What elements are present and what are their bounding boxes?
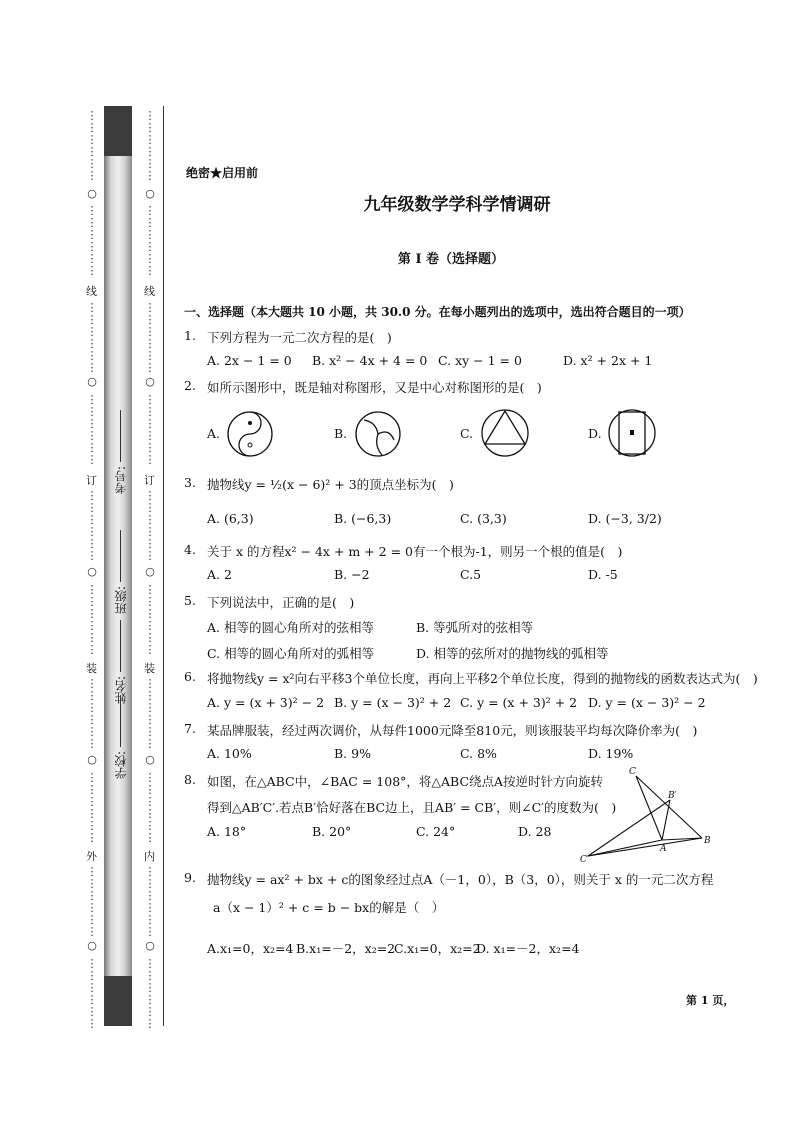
q3-option-d[interactable]: D. (−3, 3/2) bbox=[588, 511, 662, 526]
q8-option-b[interactable]: B. 20° bbox=[312, 824, 352, 839]
page-number: 第 1 页， bbox=[686, 994, 735, 1007]
field-school[interactable]: 学校: bbox=[112, 695, 129, 779]
q8-stem: 如图，在△ABC中，∠BAC = 108°，将△ABC绕点A按逆时针方向旋转 bbox=[207, 774, 604, 789]
q8-option-d[interactable]: D. 28 bbox=[518, 824, 552, 839]
q4-option-c[interactable]: C.5 bbox=[460, 567, 482, 582]
inner-circle-2: ○ bbox=[145, 375, 155, 388]
inner-dots-10: ⋮ ⋮ ⋮ ⋮ ⋮ ⋮ bbox=[144, 957, 156, 1030]
q4-number: 4. bbox=[184, 542, 196, 557]
inner-dots-9: ⋮ ⋮ ⋮ ⋮ ⋮ ⋮ bbox=[144, 865, 156, 938]
q5-number: 5. bbox=[184, 593, 196, 608]
q3-option-a[interactable]: A. (6,3) bbox=[207, 511, 254, 526]
circle-rectangle-figure bbox=[607, 408, 657, 458]
outer-dots-8: ⋮ ⋮ ⋮ ⋮ ⋮ ⋮ bbox=[86, 771, 98, 844]
outer-dots-2: ⋮ ⋮ ⋮ ⋮ ⋮ ⋮ bbox=[86, 204, 98, 277]
q9-number: 9. bbox=[184, 870, 196, 885]
outer-dots-4: ⋮ ⋮ ⋮ ⋮ ⋮ ⋮ bbox=[86, 393, 98, 466]
inner-label-nei: 内 bbox=[144, 850, 155, 863]
section-title: 第 I 卷（选择题） bbox=[397, 252, 505, 267]
q5-option-d[interactable]: D. 相等的弦所对的抛物线的弧相等 bbox=[416, 646, 609, 661]
q3-option-c[interactable]: C. (3,3) bbox=[460, 511, 507, 526]
q5-option-a[interactable]: A. 相等的圆心角所对的弦相等 bbox=[207, 620, 374, 635]
q4-option-d[interactable]: D. -5 bbox=[588, 567, 618, 582]
q3-option-b[interactable]: B. (−6,3) bbox=[334, 511, 392, 526]
inner-dots-7: ⋮ ⋮ ⋮ ⋮ ⋮ ⋮ bbox=[144, 677, 156, 750]
q8-option-c[interactable]: C. 24° bbox=[416, 824, 456, 839]
q9-option-b[interactable]: B.x₁=－2，x₂=2 bbox=[296, 941, 396, 956]
secret-label: 绝密★启用前 bbox=[186, 166, 259, 180]
inner-dots-4: ⋮ ⋮ ⋮ ⋮ ⋮ ⋮ bbox=[144, 393, 156, 466]
q1-number: 1. bbox=[184, 328, 196, 343]
q9-stem-line2: a（x − 1）² + c = b − bx的解是（ ） bbox=[213, 900, 445, 915]
fig-label-b-prime: B′ bbox=[668, 791, 677, 801]
inner-dots-6: ⋮ ⋮ ⋮ ⋮ ⋮ ⋮ bbox=[144, 583, 156, 656]
strip-dark-bottom bbox=[104, 976, 132, 1026]
rotation-triangle-figure bbox=[580, 762, 720, 866]
outer-circle-4: ○ bbox=[87, 753, 97, 766]
inner-circle-1: ○ bbox=[145, 187, 155, 200]
q1-option-a[interactable]: A. 2x − 1 = 0 bbox=[207, 353, 292, 368]
strip-dark-top bbox=[104, 106, 132, 156]
q1-option-c[interactable]: C. xy − 1 = 0 bbox=[438, 353, 522, 368]
inner-label-zhuang: 装 bbox=[144, 662, 155, 675]
q9-option-c[interactable]: C.x₁=0，x₂=2 bbox=[394, 941, 481, 956]
q6-option-d[interactable]: D. y = (x − 3)² − 2 bbox=[588, 695, 706, 710]
inner-label-ding: 订 bbox=[144, 474, 155, 487]
inner-circle-4: ○ bbox=[145, 753, 155, 766]
outer-circle-2: ○ bbox=[87, 375, 97, 388]
inner-dots-5: ⋮ ⋮ ⋮ ⋮ ⋮ ⋮ bbox=[144, 489, 156, 562]
outer-circle-3: ○ bbox=[87, 565, 97, 578]
q7-option-d[interactable]: D. 19% bbox=[588, 746, 634, 761]
q7-option-b[interactable]: B. 9% bbox=[334, 746, 371, 761]
q1-option-d[interactable]: D. x² + 2x + 1 bbox=[563, 353, 653, 368]
outer-label-xian: 线 bbox=[86, 285, 97, 298]
field-class[interactable]: 班级: bbox=[112, 530, 129, 614]
inner-dots-2: ⋮ ⋮ ⋮ ⋮ ⋮ ⋮ bbox=[144, 204, 156, 277]
inner-dots-1: ⋮ ⋮ ⋮ ⋮ ⋮ ⋮ bbox=[144, 109, 156, 182]
outer-label-wai: 外 bbox=[86, 850, 97, 863]
outer-dots-3: ⋮ ⋮ ⋮ ⋮ ⋮ ⋮ bbox=[86, 301, 98, 374]
outer-label-ding: 订 bbox=[86, 474, 97, 487]
outer-dots-1: ⋮ ⋮ ⋮ ⋮ ⋮ ⋮ bbox=[86, 109, 98, 182]
fig-label-b: B bbox=[704, 836, 711, 846]
fig-label-a: A bbox=[660, 844, 667, 854]
circle-triangle-figure bbox=[480, 408, 530, 458]
q8-number: 8. bbox=[184, 772, 196, 787]
q6-option-a[interactable]: A. y = (x + 3)² − 2 bbox=[207, 695, 325, 710]
q2-option-c[interactable]: C. bbox=[460, 426, 474, 441]
outer-label-zhuang: 装 bbox=[86, 662, 97, 675]
triskelion-figure bbox=[354, 410, 402, 458]
q1-option-b[interactable]: B. x² − 4x + 4 = 0 bbox=[312, 353, 428, 368]
q5-option-b[interactable]: B. 等弧所对的弦相等 bbox=[416, 620, 534, 635]
q7-option-a[interactable]: A. 10% bbox=[207, 746, 252, 761]
outer-dots-9: ⋮ ⋮ ⋮ ⋮ ⋮ ⋮ bbox=[86, 865, 98, 938]
q4-option-b[interactable]: B. −2 bbox=[334, 567, 370, 582]
q9-option-d[interactable]: D. x₁=－2，x₂=4 bbox=[476, 941, 580, 956]
fig-label-c-prime: C′ bbox=[580, 855, 589, 865]
inner-dots-3: ⋮ ⋮ ⋮ ⋮ ⋮ ⋮ bbox=[144, 301, 156, 374]
outer-dots-10: ⋮ ⋮ ⋮ ⋮ ⋮ ⋮ bbox=[86, 957, 98, 1030]
outer-dots-7: ⋮ ⋮ ⋮ ⋮ ⋮ ⋮ bbox=[86, 677, 98, 750]
q7-number: 7. bbox=[184, 721, 196, 736]
q3-number: 3. bbox=[184, 475, 196, 490]
q2-option-d[interactable]: D. bbox=[588, 426, 602, 441]
q6-stem: 将抛物线y = x²向右平移3个单位长度，再向上平移2个单位长度，得到的抛物线的函数表达式为( ) bbox=[207, 671, 758, 686]
q7-option-c[interactable]: C. 8% bbox=[460, 746, 497, 761]
q9-stem: 抛物线y = ax² + bx + c的图象经过点A（－1，0），B（3，0），则关于 x 的一元二次方程 bbox=[207, 872, 714, 887]
page-title: 九年级数学学科学情调研 bbox=[363, 195, 551, 215]
field-name[interactable]: 姓名: bbox=[112, 620, 129, 704]
q5-option-c[interactable]: C. 相等的圆心角所对的弧相等 bbox=[207, 646, 375, 661]
q6-number: 6. bbox=[184, 669, 196, 684]
part-heading: 一、选择题（本大题共 10 小题，共 30.0 分。在每小题列出的选项中，选出符合题目的一项） bbox=[184, 305, 691, 319]
q6-option-b[interactable]: B. y = (x − 3)² + 2 bbox=[334, 695, 452, 710]
fig-label-c: C bbox=[629, 767, 636, 777]
q1-stem: 下列方程为一元二次方程的是( ) bbox=[207, 330, 392, 345]
q8-stem-line2: 得到△AB′C′.若点B′恰好落在BC边上，且AB′ = CB′，则∠C′的度数为( ) bbox=[207, 800, 617, 815]
inner-dots-8: ⋮ ⋮ ⋮ ⋮ ⋮ ⋮ bbox=[144, 771, 156, 844]
q2-option-a[interactable]: A. bbox=[207, 426, 221, 441]
q2-option-b[interactable]: B. bbox=[334, 426, 348, 441]
q7-stem: 某品牌服装，经过两次调价，从每件1000元降至810元，则该服装平均每次降价率为( ) bbox=[207, 723, 698, 738]
q4-stem: 关于 x 的方程x² − 4x + m + 2 = 0有一个根为-1，则另一个根的值是( ) bbox=[207, 544, 623, 559]
field-exam-number[interactable]: 考号: bbox=[112, 410, 129, 494]
outer-circle-5: ○ bbox=[87, 939, 97, 952]
binding-line bbox=[163, 106, 164, 1026]
q6-option-c[interactable]: C. y = (x + 3)² + 2 bbox=[460, 695, 578, 710]
q5-stem: 下列说法中，正确的是( ) bbox=[207, 595, 355, 610]
q2-number: 2. bbox=[184, 378, 196, 393]
inner-circle-5: ○ bbox=[145, 939, 155, 952]
inner-label-xian: 线 bbox=[144, 285, 155, 298]
q2-stem: 如所示图形中，既是轴对称图形，又是中心对称图形的是( ) bbox=[207, 380, 542, 395]
outer-circle-1: ○ bbox=[87, 187, 97, 200]
q4-option-a[interactable]: A. 2 bbox=[207, 567, 232, 582]
outer-dots-5: ⋮ ⋮ ⋮ ⋮ ⋮ ⋮ bbox=[86, 489, 98, 562]
q3-stem: 抛物线y = ½(x − 6)² + 3的顶点坐标为( ) bbox=[207, 477, 454, 492]
inner-circle-3: ○ bbox=[145, 565, 155, 578]
q9-option-a[interactable]: A.x₁=0，x₂=4 bbox=[207, 941, 294, 956]
outer-dots-6: ⋮ ⋮ ⋮ ⋮ ⋮ ⋮ bbox=[86, 583, 98, 656]
yin-yang-figure bbox=[226, 410, 274, 458]
q8-option-a[interactable]: A. 18° bbox=[207, 824, 247, 839]
